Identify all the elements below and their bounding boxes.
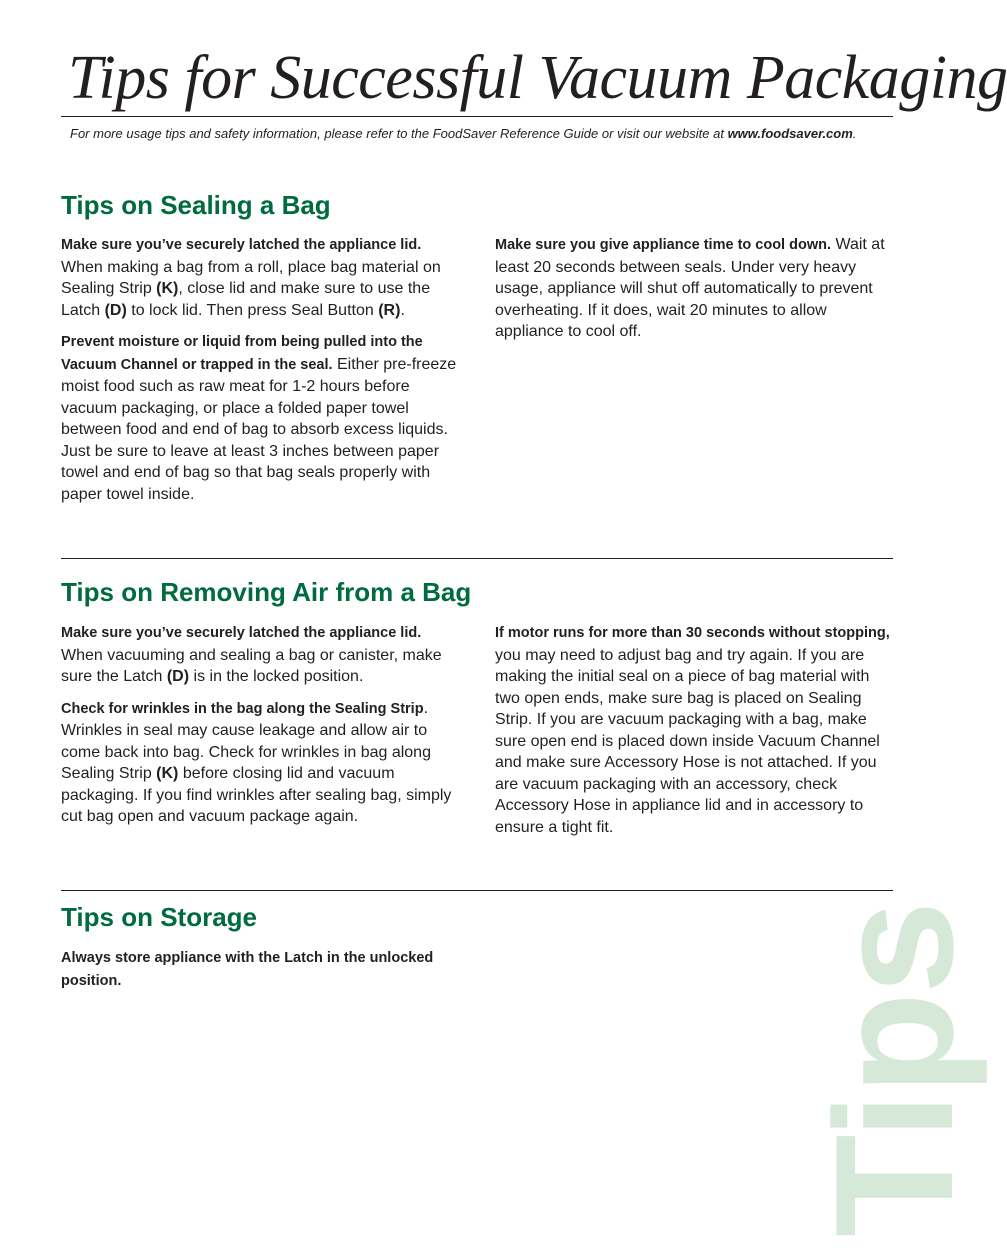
tip-text: to lock lid. Then press Seal Button [126,301,379,319]
tip-latch-lid [61,234,461,321]
tip-text: , close lid and make sure to use the Latch [61,280,431,319]
tip-text: . [400,301,405,319]
tip-text: Wait at least 20 seconds between seals. Under very heavy usage, appliance will shut off automatically to prevent overheating. If it does, wait 20 minutes to allow appliance to cool off. [495,236,885,340]
removing-air-left-column [61,622,461,838]
heading-storage: Tips on Storage [61,902,257,932]
ref-d: (D) [166,668,190,685]
tip-text: When making a bag from a roll, place bag material on Sealing Strip [61,258,441,297]
tip-store-unlocked [61,947,461,992]
sealing-right-column [495,234,895,353]
section-divider [61,558,893,559]
tip-lead: Always store appliance with the Latch in the unlocked position. [61,950,434,989]
tip-lead: If motor runs for more than 30 seconds without stopping, [495,625,890,641]
tip-text: before closing lid and vacuum packaging. If you find wrinkles after sealing bag, simply cut bag open and vacuum package again. [61,765,452,825]
ref-k: (K) [156,765,179,782]
tip-text: . Wrinkles in seal may cause leakage and allow air to come back into bag. Check for wrinkles in bag along Sealing Strip [61,699,431,782]
subtitle-text: For more usage tips and safety information, please refer to the FoodSaver Reference Guide or visit our website at [70,126,728,141]
subtitle [70,124,900,144]
sealing-left-column [61,234,461,515]
website-link[interactable]: www.foodsaver.com [727,126,853,141]
ref-k: (K) [156,280,179,297]
tip-lead: Make sure you’ve securely latched the appliance lid. [61,625,422,641]
removing-air-right-column [495,622,895,848]
tip-latch-lid [61,622,461,688]
page-title: Tips for Successful Vacuum Packaging [68,44,1007,112]
tips-watermark: Tips [800,902,988,1237]
tip-text: is in the locked position. [189,668,364,685]
storage-left-column [61,947,461,1002]
tip-prevent-moisture [61,331,461,505]
tip-cool-down [495,234,895,343]
tip-lead: Make sure you give appliance time to cool down. [495,237,831,253]
section-divider [61,890,893,891]
tip-text: When vacuuming and sealing a bag or canister, make sure the Latch [61,646,442,685]
tip-check-wrinkles [61,698,461,828]
tip-lead: Make sure you’ve securely latched the appliance lid. [61,237,422,253]
ref-r: (R) [378,301,401,319]
tip-motor-runs [495,622,895,838]
tip-text: you may need to adjust bag and try again. If you are making the initial seal on a piece of bag material with two open ends, make sure bag is placed on Sealing Strip. If you are vacuum packaging with a bag, make sure open end is placed down inside Vacuum Channel and make sure Accessory Hose is not attached. If you are vacuum packaging with an accessory, check Accessory Hose in appliance lid and in accessory to ensure a tight fit. [495,646,880,836]
tip-text: Either pre-freeze moist food such as raw meat for 1-2 hours before vacuum packaging, or place a folded paper towel between food and end of bag to absorb excess liquids. Just be sure to leave at least 3 inches between paper towel and end of bag so that bag seals properly with paper towel inside. [61,355,457,503]
ref-d: (D) [104,301,127,319]
tip-lead: Prevent moisture or liquid from being pulled into the Vacuum Channel or trapped in the seal. [61,334,423,373]
heading-removing-air: Tips on Removing Air from a Bag [61,577,472,607]
tip-lead: Check for wrinkles in the bag along the Sealing Strip [61,700,424,717]
title-divider [61,116,893,117]
heading-sealing: Tips on Sealing a Bag [61,190,331,220]
subtitle-end: . [852,126,857,141]
